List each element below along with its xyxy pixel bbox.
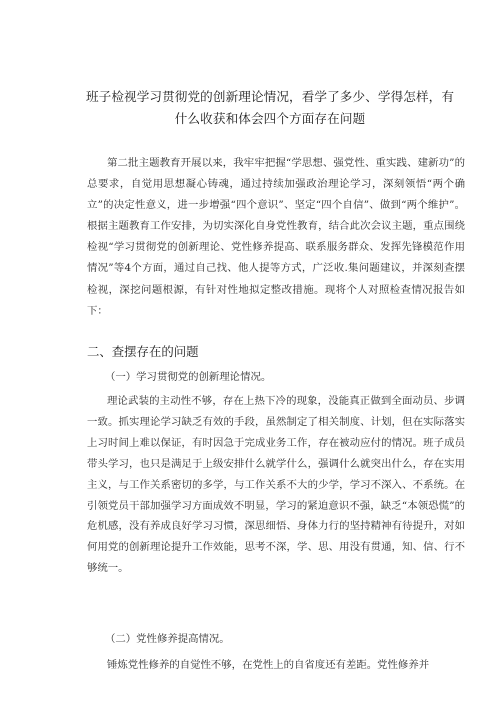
- section-heading: 二、查摆存在的问题: [87, 344, 199, 359]
- subsection-2-heading: （二）党性修养提高情况。: [105, 633, 230, 645]
- subsection-2-paragraph: 锤炼党性修养的自觉性不够，在党性上的自省度还有差距。党性修养并: [107, 659, 430, 671]
- document-title-line-2: 什么收获和体会四个方面存在问题: [174, 111, 366, 126]
- intro-paragraph: 第二批主题教育开展以来，我牢牢把握“学思想、强党性、重实践、建新功”的总要求，自觉用思想凝心铸魂，通过持续加强政治理论学习，深刻领悟“两个确立”的决定性意义，进一步增强“四个意识”、坚定“四个自信”、做到“两个维护”。根据主题教育工作安排，为切实深化自身党性教育，结合此次会议主题，重点围绕检视“学习贯彻党的创新理论、党性修养提高、联系服务群众、发挥先锋模范作用情况”等4个方面，通过自己找、他人提等方式，广泛收.集问题建议，并深刻查摆检视，深挖问题根源，有针对性地拟定整改措施。现将个人对照检查情况报告如下：: [87, 157, 465, 317]
- document-title-line-1: 班子检视学习贯彻党的创新理论情况，看学了多少、学得怎样，有: [85, 89, 455, 104]
- subsection-1-heading: （一）学习贯彻党的创新理论情况。: [105, 371, 272, 383]
- subsection-1-paragraph: 理论武装的主动性不够，存在上热下冷的现象，没能真正做到全面动员、步调一致。抓实理论学习缺乏有效的手段，虽然制定了相关制度、计划，但在实际落实上习时间上难以保证，有时因急于完成业务工作，存在被动应付的情况。班子成员带头学习，也只是满足于上级安排什么就学什么，强调什么就突出什么，存在实用主义，与工作关系密切的多学，与工作关系不大的少学，学习不深入、不系统。在引领党员干部加强学习方面成效不明显，学习的紧迫意识不强，缺乏“本领恐慌”的危机感，没有养成良好学习习惯，深思细悟、身体力行的坚持精神有待提升，对如何用党的创新理论提升工作效能，思考不深，学、思、用没有贯通，知、信、行不够统一。: [87, 395, 465, 575]
